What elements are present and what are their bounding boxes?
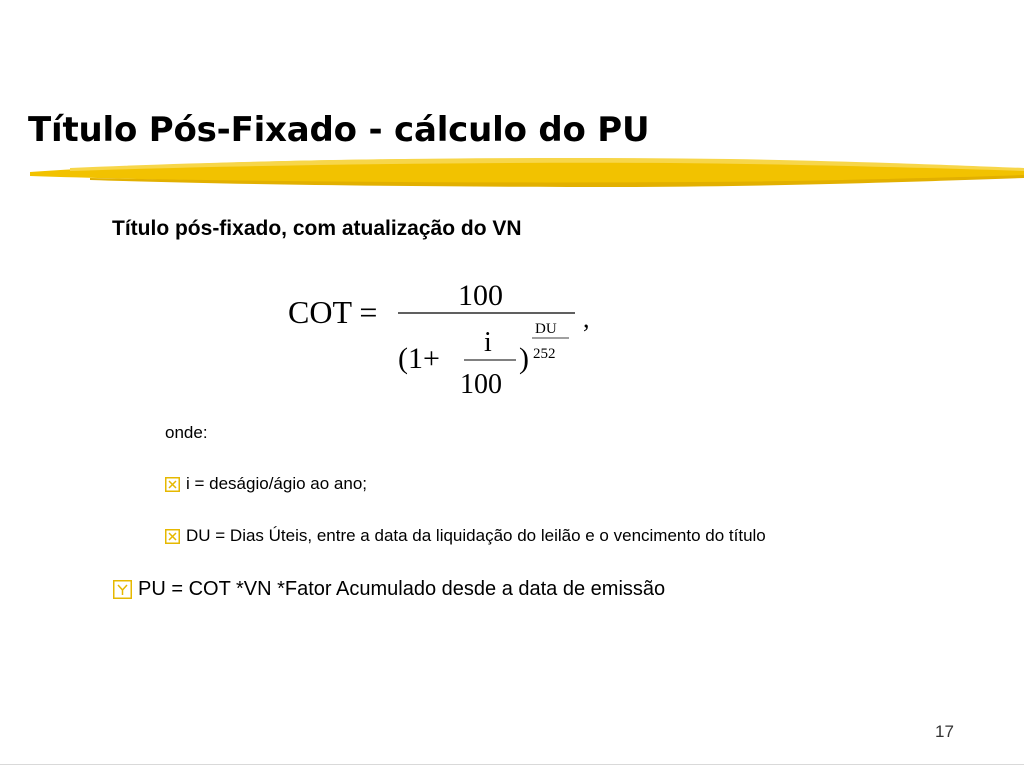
title-underline-brush bbox=[30, 150, 1024, 190]
formula-inner-denominator: 100 bbox=[460, 369, 502, 400]
bullet-text: PU = COT *VN *Fator Acumulado desde a data de emissão bbox=[138, 578, 666, 600]
footer-divider bbox=[0, 764, 1024, 765]
bullet-text: DU = Dias Úteis, entre a data da liquidação do leilão e o vencimento do título bbox=[186, 526, 766, 545]
onde-label: onde: bbox=[165, 423, 208, 442]
checkbox-x-icon bbox=[165, 529, 180, 544]
bullet-item-pu bbox=[113, 578, 665, 601]
formula-paren-close: ) bbox=[519, 342, 529, 375]
checkbox-x-icon bbox=[165, 477, 180, 492]
formula-exponent-denominator: 252 bbox=[533, 346, 556, 362]
formula-numerator: 100 bbox=[458, 279, 503, 312]
cot-formula bbox=[270, 270, 630, 410]
formula-inner-numerator: i bbox=[484, 327, 492, 358]
bullet-item-du bbox=[165, 526, 766, 546]
page-number: 17 bbox=[935, 722, 954, 741]
bullet-text: i = deságio/ágio ao ano; bbox=[186, 474, 368, 493]
slide-title: Título Pós-Fixado - cálculo do PU bbox=[28, 110, 650, 150]
formula-trailing-comma: , bbox=[583, 304, 590, 333]
formula-exponent-numerator: DU bbox=[535, 321, 557, 337]
formula-lhs: COT = bbox=[288, 294, 378, 330]
subtitle: Título pós-fixado, com atualização do VN bbox=[112, 217, 522, 240]
checkbox-y-icon bbox=[113, 580, 132, 599]
bullet-item-i bbox=[165, 474, 367, 494]
formula-paren-open: (1+ bbox=[398, 342, 440, 375]
